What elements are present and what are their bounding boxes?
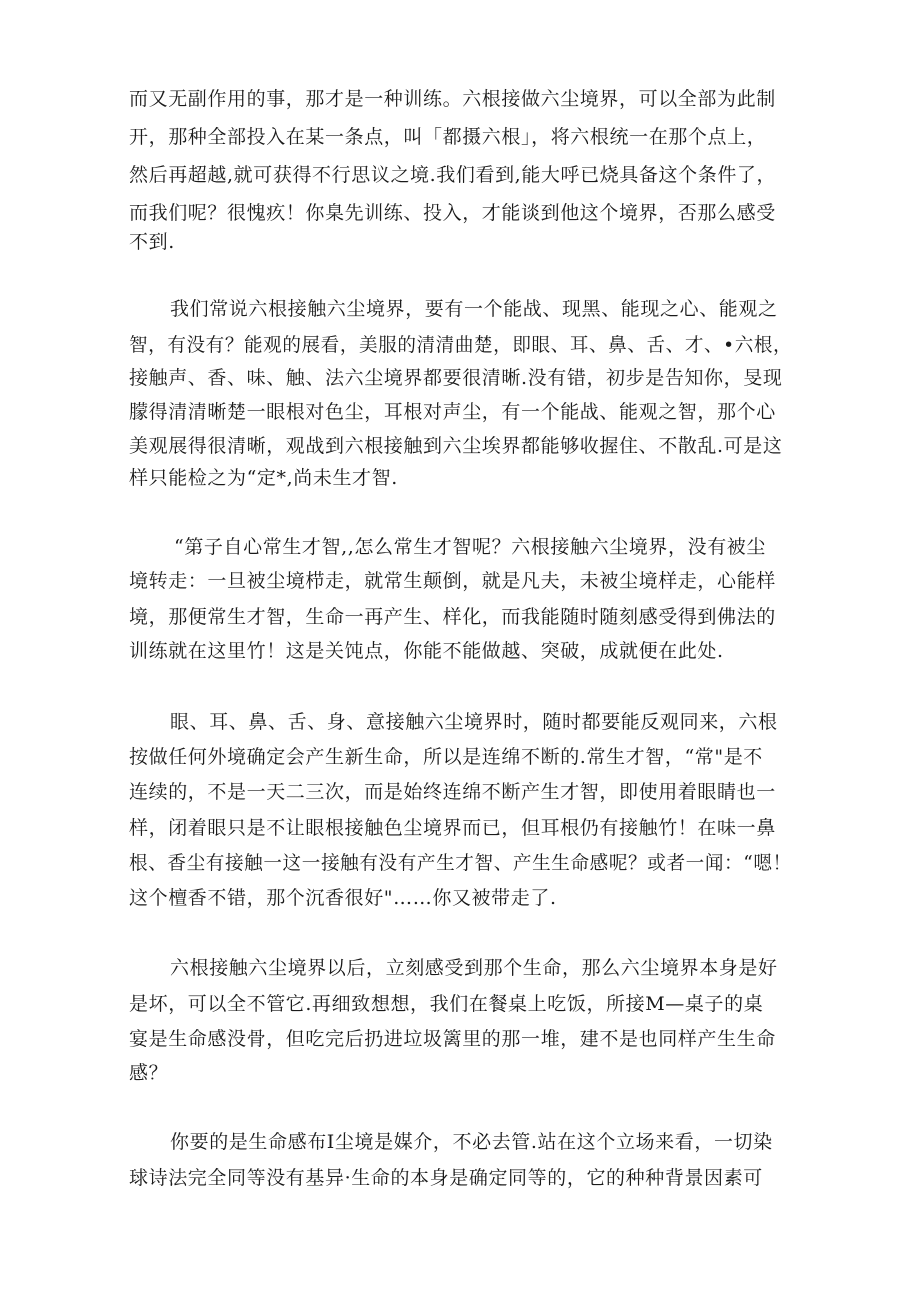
text-line: 样，闭着眼只是不让眼根接触色尘境界而已，但耳根仍有接触竹！在味一鼻: [129, 817, 776, 839]
text-line: 感？: [129, 1062, 169, 1084]
text-line: 球诗法完全同等没有基异·生命的本身是确定同等的，它的种种背景因素可: [129, 1167, 763, 1189]
text-line: “第子自心常生才智,,怎么常生才智呢？六根接触六尘境界，没有被尘: [174, 536, 766, 558]
text-line: 境转走：一旦被尘境栉走，就常生颠倒，就是凡夫，未被尘境样走，心能样: [129, 570, 776, 592]
text-line: 连续的，不是一天二三次，而是始终连绵不断产生才智，即使用着眼睛也一: [129, 781, 776, 803]
text-line: 开，那种全部投入在某一条点，叫「都摄六根」，将六根统一在那个点上，: [129, 126, 767, 148]
text-line: 眼、耳、鼻、舌、身、意接触六尘境界时，随时都要能反观同来，六根: [170, 711, 778, 733]
text-line: 而又无副作用的事，那才是一种训练。六根接做六尘境界，可以全部为此制: [129, 88, 776, 110]
text-line: 根、香尘有接触一这一接触有没有产生才智、产生生命感呢？或者一闻：“嗯！: [129, 852, 792, 874]
text-line: 六根接触六尘境界以后，立刻感受到那个生命，那么六尘境界本身是好: [170, 957, 778, 979]
text-line: 我们常说六根接触六尘境界，要有一个能战、现黑、能现之心、能观之: [170, 298, 778, 320]
text-line: 不到.: [129, 231, 175, 253]
text-line: 样只能检之为“定*,尚未生才智.: [129, 467, 398, 489]
text-line: 是坏，可以全不管它.再细致想想，我们在餐桌上吃饭，所接M—桌子的桌: [129, 993, 764, 1015]
text-line: 朦得清清晰楚一眼根对色尘，耳根对声尘，有一个能战、能观之智，那个心: [129, 401, 776, 423]
text-line: 训练就在这里竹！这是关饨点，你能不能做越、突破，成就便在此处.: [129, 640, 724, 662]
text-line: 美观展得很清晰，观战到六根接触到六尘埃界都能够收握住、不散乱.可是这: [129, 435, 783, 457]
text-line: 智，有没有？能观的展看，美服的清清曲楚，即眼、耳、鼻、舌、才、•六根，: [129, 334, 793, 356]
text-line: 然后再超越,就可获得不行思议之境.我们看到,能大呼已烧具备这个条件了，: [129, 164, 777, 186]
text-line: 按做任何外境确定会产生新生命，所以是连绵不断的.常生才智，“常"是不: [129, 746, 763, 768]
text-line: 而我们呢？很愧疚！你臬先训练、投入，才能谈到他这个境界，否那么感受: [129, 202, 776, 224]
text-line: 这个檀香不错，那个沉香很好"……你又被带走了.: [129, 887, 557, 909]
text-line: 境，那便常生才智，生命一再产生、样化，而我能随时随刻感受得到佛法的: [129, 606, 776, 628]
text-line: 你要的是生命感布I尘境是媒介，不必去管.站在这个立场来看，一切染: [170, 1131, 773, 1153]
text-line: 接触声、香、味、触、法六尘境界都要很清晰.没有错，初步是告知你，旻现: [129, 367, 783, 389]
text-line: 宴是生命感没骨，但吃完后扔进垃圾篱里的那一堆，建不是也同样产生生命: [129, 1028, 776, 1050]
